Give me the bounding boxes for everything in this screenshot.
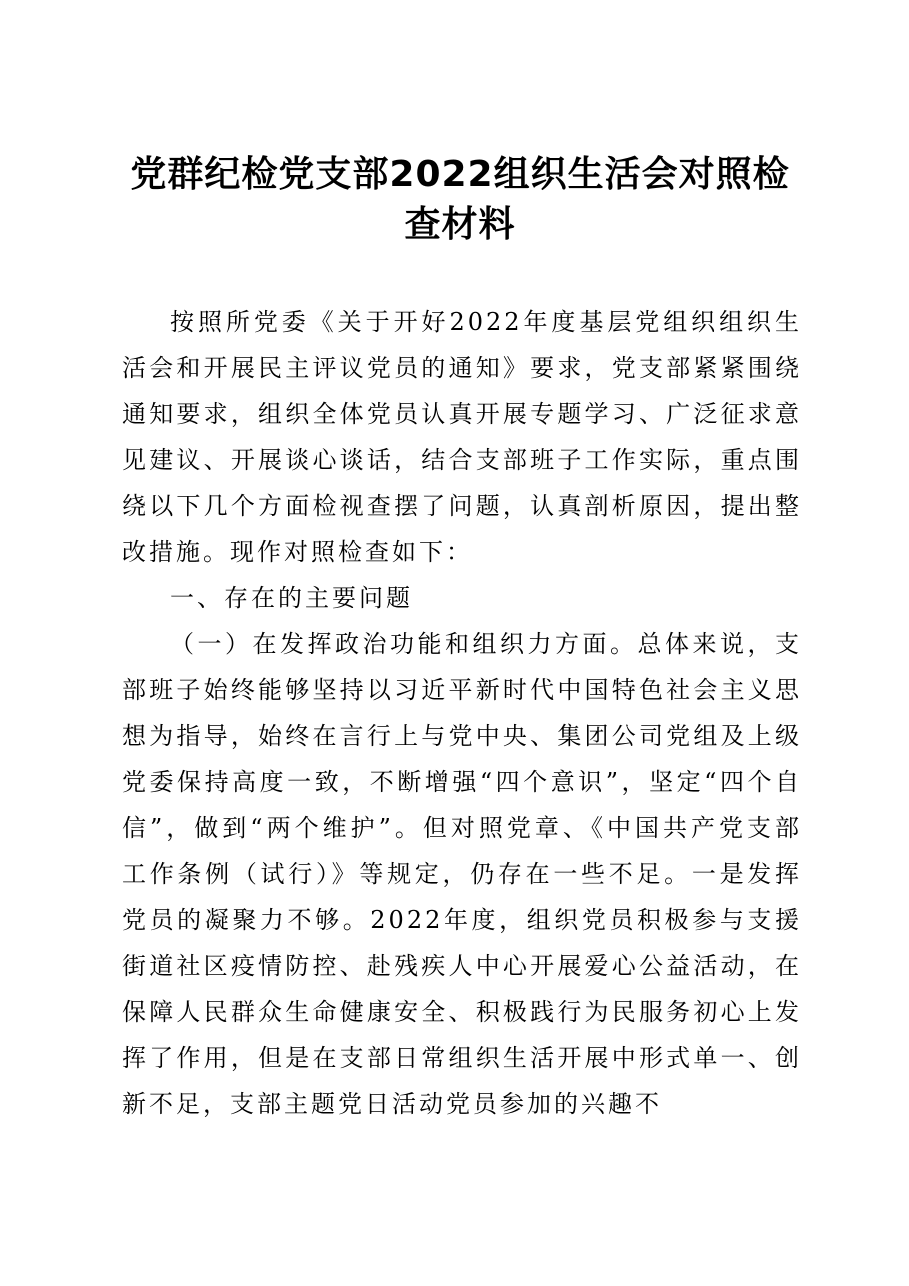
document-title: 党群纪检党支部2022组织生活会对照检查材料 bbox=[130, 154, 790, 245]
intro-paragraph: 按照所党委《关于开好2022年度基层党组织组织生活会和开展民主评议党员的通知》要求，党支部紧紧围绕通知要求，组织全体党员认真开展专题学习、广泛征求意见建议、开展谈心谈话，结合支部班子工作实际，重点围绕以下几个方面检视查摆了问题，认真剖析原因，提出整改措施。现作对照检查如下： bbox=[122, 308, 802, 566]
section-heading: 一、存在的主要问题 bbox=[170, 584, 413, 612]
body-paragraph: （一）在发挥政治功能和组织力方面。总体来说，支部班子始终能够坚持以习近平新时代中国特色社会主义思想为指导，始终在言行上与党中央、集团公司党组及上级党委保持高度一致，不断增强“四个意识”，坚定“四个自信”，做到“两个维护”。但对照党章、《中国共产党支部工作条例（试行）》等规定，仍存在一些不足。一是发挥党员的凝聚力不够。2022年度，组织党员积极参与支援街道社区疫情防控、赴残疾人中心开展爱心公益活动，在保障人民群众生命健康安全、积极践行为民服务初心上发挥了作用，但是在支部日常组织生活开展中形式单一、创新不足，支部主题党日活动党员参加的兴趣不 bbox=[122, 630, 802, 1118]
document-body bbox=[122, 299, 802, 1127]
